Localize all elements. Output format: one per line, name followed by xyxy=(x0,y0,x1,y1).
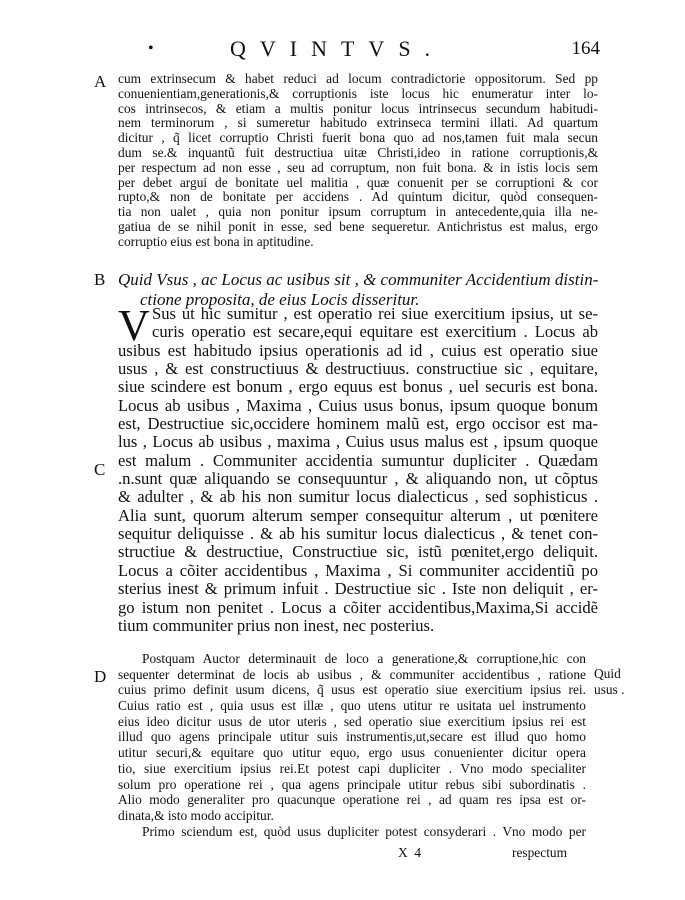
running-header xyxy=(140,36,600,60)
text-line: usus , & est constructiuus & destructiuus. constructiue sic , equitare, xyxy=(118,359,598,379)
page-number: 164 xyxy=(571,38,600,59)
text-line: eius ideo dicitur usus de utor uteris , sed operatio siue exercitium ipsius rei est xyxy=(118,713,586,729)
text-line: lus , Locus ab usibus , maxima , Cuius usus malus est , ipsum quoque xyxy=(118,432,598,452)
text-line: gatiua de se nihil ponit in esse, sed bene sequeretur. Antichristus est malus, ergo xyxy=(118,218,598,234)
text-line: dicitur , q̃ licet corruptio Christi fuerit bona quo ad nos,tamen fuit mala secun xyxy=(118,130,598,146)
margin-note-line: usus . xyxy=(594,681,625,697)
text-line: Locus ab usibus , Maxima , Cuius usus bonus, ipsum quoque bonum xyxy=(118,395,598,415)
text-line: illud quo agens principale utitur suis instrumentis,ut,secare est illud quo homo xyxy=(118,729,586,745)
text-line: curis operatio est secare,equi equitare est exercitium . Locus ab xyxy=(152,322,598,342)
text-line: Locus a cõiter accidentibus , Maxima , Si communiter accidentiũ po xyxy=(118,560,598,580)
text-line: Postquam Auctor determinauit de loco a generatione,& corruptione,hic con xyxy=(142,651,586,666)
text-line: .n.sunt quæ aliquando se consequuntur , & aliquando non, ut cõptus xyxy=(118,469,598,489)
heading-line: Quid Vsus , ac Locus ac usibus sit , & communiter Accidentium distin- xyxy=(118,270,599,289)
text-line: cum extrinsecum & habet reduci ad locum contradictorie oppositorum. Sed pp xyxy=(118,71,598,86)
text-line: tium communiter prius non inest, nec posterius. xyxy=(118,615,435,635)
text-line: tia non ualet , quia non ponitur ipsum corruptum in antecedente,quia illa ne- xyxy=(118,204,598,220)
text-line: sterius inest & primum infuit . Destructiue sic . Iste non deliquit , er- xyxy=(118,579,598,599)
catchword: respectum xyxy=(512,845,568,860)
header-dot: • xyxy=(148,40,154,57)
text-line: siue scindere est bonum , ergo equus est bonus , uel securis est bona. xyxy=(118,377,598,397)
text-line: utitur securi,& equitare quo utitur equo, ergo usus conuenienter dicitur opera xyxy=(118,745,586,761)
margin-marker-b: B xyxy=(94,270,106,289)
text-line: est malum . Communiter accidentia sumuntur dupliciter . Quædam xyxy=(118,450,598,470)
text-line: rupto,& non de bonitate per accidens . Ad quintum dicitur, quòd consequen- xyxy=(118,189,598,205)
text-line: cuius primo definit usum dicens, q̃ usus est operatio siue exercitium ipsius rei. xyxy=(118,682,586,698)
margin-marker-a: A xyxy=(94,72,107,91)
text-line: structiue & destructiue, Constructiue sic, istũ pœnitet,ergo deliquit. xyxy=(118,542,598,562)
text-line: cos intrinsecos, & etiam a multis ponitur locus intrinsecus secundum habitudi- xyxy=(118,100,598,116)
text-line: dinata,& isto modo accipitur. xyxy=(118,807,274,823)
text-line: Sus ut hic sumitur , est operatio rei siue exercitium ipsius, ut se- xyxy=(152,304,598,323)
text-line: est, Destructiue sic,occidere hominem malũ est, ergo occisor est ma- xyxy=(118,414,598,434)
text-line: & adulter , & ab his non sumitur locus dialecticus , sed sophisticus . xyxy=(118,487,598,507)
text-line: Cuius ratio est , quia usus est illæ , quo utens utitur re usitata uel instrumento xyxy=(118,698,586,714)
text-line: go istum non penitet . Locus a cõiter accidentibus,Maxima,Si accidẽ xyxy=(118,597,598,617)
text-line: Primo sciendum est, quòd usus dupliciter potest consyderari . Vno modo per xyxy=(142,823,586,839)
margin-note xyxy=(594,666,625,697)
commentary-block-top xyxy=(118,72,598,250)
heading-line: ctione proposita, de eius Locis disseritur. xyxy=(140,290,420,309)
signature-mark: X 4 xyxy=(398,845,422,860)
text-line: usibus est habitudo ipsius operationis ad id , cuius est operatio siue xyxy=(118,340,598,360)
commentary-block-bottom xyxy=(118,651,586,839)
drop-cap: V xyxy=(118,301,150,350)
main-text-block xyxy=(118,301,598,635)
text-line: conuenientiam,generationis,& corruptionis iste locus hic enumeratur inter lo- xyxy=(118,85,598,101)
text-line: per debet argui de bonitate uel malitia , quæ conuenit per se corruptioni & cor xyxy=(118,174,598,190)
text-line: solum pro operatione rei , qua agens principale utitur rebus sibi subordinatis . xyxy=(118,776,586,792)
text-line: sequitur deliquisse . & ab his sumitur locus dialecticus , & tenet con- xyxy=(118,524,598,544)
text-line: dum se.& inquantũ fuit destructiua uitæ Christi,ideo in ratione corruptionis,& xyxy=(118,144,598,160)
text-line: nem terminorum , si sumeretur habitudo extrinseca termini illati. Ad quartum xyxy=(118,115,598,131)
text-line: tio, siue exercitium ipsius rei.Et potest capi dupliciter . Vno modo specialiter xyxy=(118,760,586,776)
text-line: sequenter determinat de locis ab usibus , & communiter accidentibus , ratione xyxy=(118,666,586,682)
text-line: Alio modo generaliter pro quacunque operatione rei , ad quam res ipsa est or- xyxy=(118,792,586,808)
running-title: QVINTVS. xyxy=(230,36,445,61)
text-line: corruptio eius est bona in aptitudine. xyxy=(118,233,314,249)
text-line: per respectum ad non esse , seu ad corruptum, non fuit bona. & in istis locis sem xyxy=(118,159,598,175)
text-line: Alia sunt, quorum alterum semper consequitur alterum , ut pœnitere xyxy=(118,505,598,525)
margin-marker-d: D xyxy=(94,667,107,686)
margin-marker-c: C xyxy=(94,460,106,479)
margin-note-line: Quid xyxy=(594,666,621,681)
